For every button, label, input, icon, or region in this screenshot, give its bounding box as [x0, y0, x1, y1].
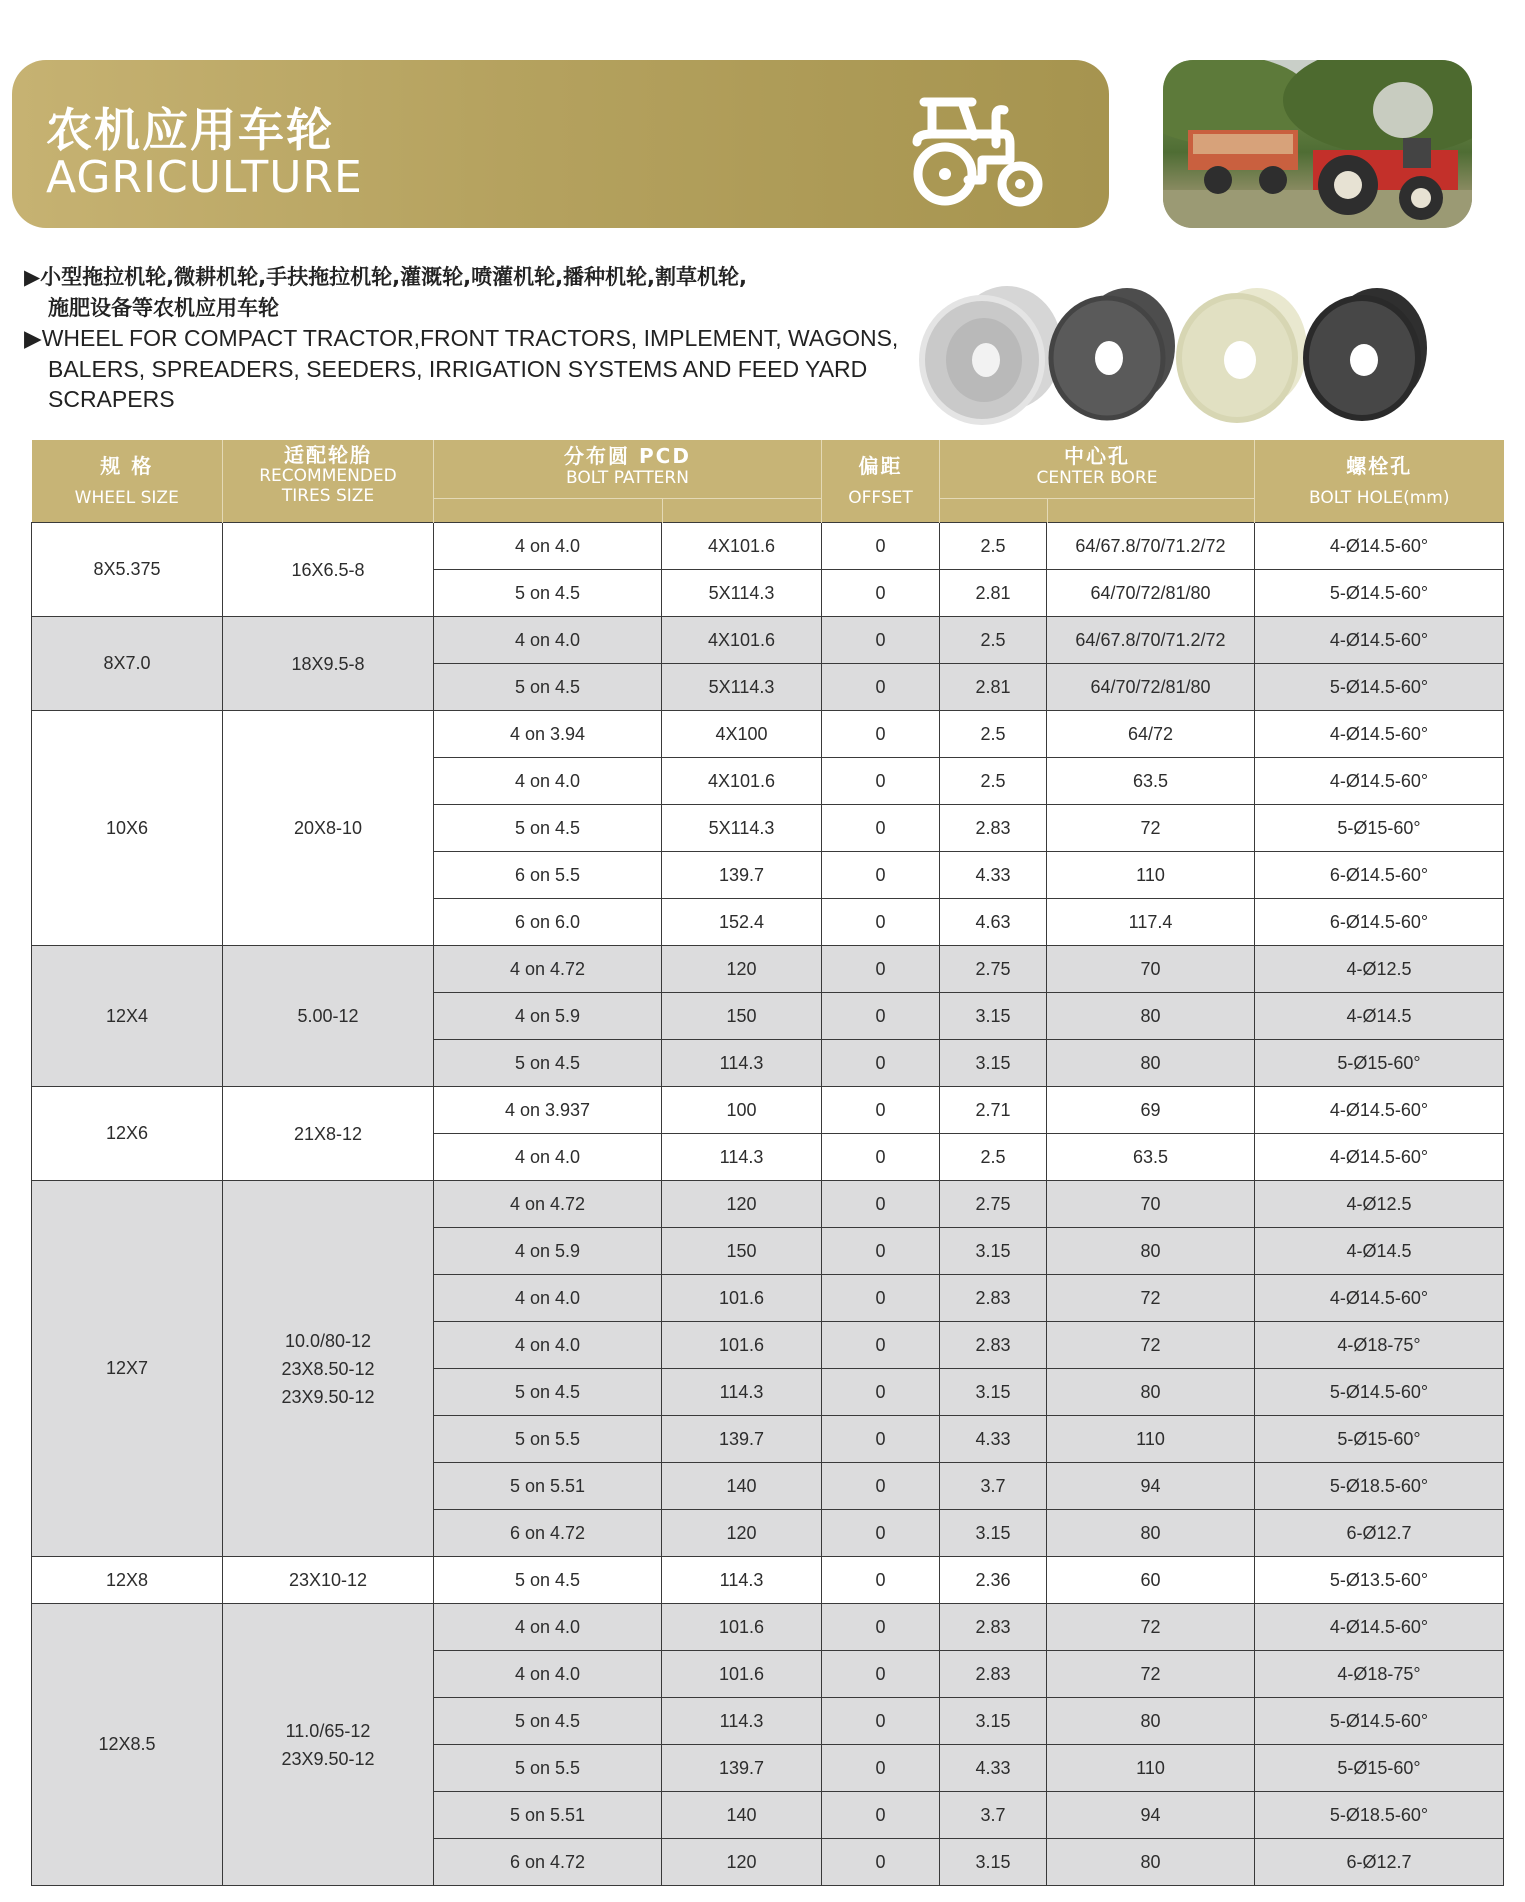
cell-bolt-hole: 4-Ø14.5 [1255, 1228, 1504, 1275]
cell-center-bore: 94 [1047, 1792, 1255, 1839]
cell-tires-size [223, 1181, 434, 1557]
cell-pcd-mm: 101.6 [662, 1651, 822, 1698]
cell-pcd-inch: 5 on 4.5 [434, 1698, 662, 1745]
cell-center-bore: 80 [1047, 1228, 1255, 1275]
cell-wheel-size: 12X8 [32, 1557, 223, 1604]
cell-center-bore: 72 [1047, 1604, 1255, 1651]
cell-bolt-hole: 4-Ø14.5-60° [1255, 1134, 1504, 1181]
cell-pcd-inch: 4 on 4.72 [434, 946, 662, 993]
cell-offset: 0 [822, 1557, 940, 1604]
cell-offset: 0 [822, 617, 940, 664]
tire-size: 5.00-12 [297, 1006, 359, 1026]
cell-offset: 0 [822, 852, 940, 899]
cell-pcd-mm: 152.4 [662, 899, 822, 946]
cell-tires-size [223, 946, 434, 1087]
cell-center-bore: 64/67.8/70/71.2/72 [1047, 523, 1255, 570]
cell-pcd-inch: 5 on 4.5 [434, 1369, 662, 1416]
cell-offset-inch: 2.5 [940, 758, 1047, 805]
cell-bolt-hole: 4-Ø14.5-60° [1255, 1087, 1504, 1134]
cell-center-bore: 64/67.8/70/71.2/72 [1047, 617, 1255, 664]
header-spacer [822, 498, 939, 522]
table-row [32, 711, 1504, 758]
cell-pcd-mm: 120 [662, 1510, 822, 1557]
cell-bolt-hole: 5-Ø15-60° [1255, 1416, 1504, 1463]
cell-offset-inch: 3.15 [940, 1040, 1047, 1087]
cell-bolt-hole: 5-Ø13.5-60° [1255, 1557, 1504, 1604]
cell-pcd-mm: 140 [662, 1463, 822, 1510]
cell-center-bore: 63.5 [1047, 1134, 1255, 1181]
cell-offset-inch: 2.75 [940, 1181, 1047, 1228]
cell-tires-size [223, 1604, 434, 1886]
tire-size: 10.0/80-12 [284, 1330, 372, 1351]
cell-tires-size [223, 1087, 434, 1181]
cell-pcd-mm: 114.3 [662, 1698, 822, 1745]
header-center-bore [940, 440, 1255, 523]
cell-pcd-inch: 4 on 4.0 [434, 1322, 662, 1369]
header-en: BOLT PATTERN [566, 468, 689, 488]
cell-pcd-inch: 4 on 4.0 [434, 523, 662, 570]
cell-center-bore: 117.4 [1047, 899, 1255, 946]
bullet-text: WHEEL FOR COMPACT TRACTOR,FRONT TRACTORS, IMPLEMENT, WAGONS, [41, 325, 899, 351]
cell-offset: 0 [822, 758, 940, 805]
cell-bolt-hole: 4-Ø18-75° [1255, 1651, 1504, 1698]
cell-offset-inch: 3.15 [940, 993, 1047, 1040]
header-en: RECOMMENDED [259, 466, 397, 486]
cell-offset: 0 [822, 523, 940, 570]
table-row [32, 1557, 1504, 1604]
cell-offset: 0 [822, 1792, 940, 1839]
cell-offset-inch: 2.75 [940, 946, 1047, 993]
cell-offset-inch: 2.71 [940, 1087, 1047, 1134]
cell-pcd-inch: 4 on 4.72 [434, 1181, 662, 1228]
cell-center-bore: 80 [1047, 1040, 1255, 1087]
cell-center-bore: 64/70/72/81/80 [1047, 570, 1255, 617]
cell-offset: 0 [822, 1087, 940, 1134]
cell-pcd-inch: 5 on 5.51 [434, 1463, 662, 1510]
cell-wheel-size: 12X8.5 [32, 1604, 223, 1886]
cell-offset-inch: 3.15 [940, 1698, 1047, 1745]
cell-pcd-inch: 4 on 4.0 [434, 1275, 662, 1322]
cell-pcd-mm: 139.7 [662, 1745, 822, 1792]
cell-offset-inch: 3.15 [940, 1510, 1047, 1557]
cell-offset: 0 [822, 1510, 940, 1557]
cell-offset: 0 [822, 1040, 940, 1087]
cell-center-bore: 80 [1047, 1839, 1255, 1886]
cell-offset: 0 [822, 993, 940, 1040]
cell-offset-inch: 3.15 [940, 1839, 1047, 1886]
cell-center-bore: 64/72 [1047, 711, 1255, 758]
bullet-cn-line-1 [24, 262, 924, 293]
bullet-en-line-3: SCRAPERS [48, 386, 175, 412]
cell-pcd-inch: 6 on 6.0 [434, 899, 662, 946]
silver-wheel [922, 286, 1062, 422]
cell-center-bore: 80 [1047, 1510, 1255, 1557]
cell-pcd-mm: 114.3 [662, 1557, 822, 1604]
header-en: TIRES SIZE [281, 486, 375, 506]
cell-wheel-size: 8X7.0 [32, 617, 223, 711]
header-cn: 分布圆 PCD [564, 444, 691, 468]
cell-center-bore: 69 [1047, 1087, 1255, 1134]
cell-offset: 0 [822, 1745, 940, 1792]
cell-bolt-hole: 6-Ø14.5-60° [1255, 899, 1504, 946]
cell-pcd-inch: 5 on 4.5 [434, 570, 662, 617]
banner-title-cn: 农机应用车轮 [46, 103, 334, 157]
cell-pcd-mm: 100 [662, 1087, 822, 1134]
banner-title-en: AGRICULTURE [46, 152, 363, 203]
cell-offset-inch: 2.83 [940, 805, 1047, 852]
cell-offset-inch: 4.63 [940, 899, 1047, 946]
cream-wheel [1179, 288, 1307, 420]
table-row [32, 617, 1504, 664]
cell-bolt-hole: 4-Ø14.5 [1255, 993, 1504, 1040]
cell-offset-inch: 3.7 [940, 1463, 1047, 1510]
cell-bolt-hole: 5-Ø14.5-60° [1255, 1698, 1504, 1745]
cell-center-bore: 60 [1047, 1557, 1255, 1604]
cell-offset-inch: 2.81 [940, 570, 1047, 617]
header-subdivider [434, 498, 821, 523]
header-offset [822, 440, 940, 523]
cell-center-bore: 70 [1047, 1181, 1255, 1228]
cell-tires-size [223, 523, 434, 617]
cell-offset: 0 [822, 711, 940, 758]
cell-pcd-inch: 5 on 5.5 [434, 1745, 662, 1792]
cell-offset-inch: 2.81 [940, 664, 1047, 711]
cell-bolt-hole: 5-Ø15-60° [1255, 805, 1504, 852]
cell-pcd-mm: 120 [662, 1839, 822, 1886]
cell-pcd-mm: 4X101.6 [662, 758, 822, 805]
cell-bolt-hole: 6-Ø12.7 [1255, 1510, 1504, 1557]
header-cn: 螺栓孔 [1346, 454, 1413, 478]
cell-pcd-inch: 4 on 3.937 [434, 1087, 662, 1134]
table-row [32, 523, 1504, 570]
table-row [32, 1181, 1504, 1228]
cell-wheel-size: 10X6 [32, 711, 223, 946]
header-bolt-pattern [434, 440, 822, 523]
black-wheel [1306, 288, 1427, 418]
wheel-spec-table [31, 440, 1504, 1886]
wheel-product-images [912, 278, 1517, 428]
cell-center-bore: 72 [1047, 1275, 1255, 1322]
cell-bolt-hole: 5-Ø15-60° [1255, 1745, 1504, 1792]
photo-illustration [1163, 60, 1472, 228]
bullet-arrow-icon: ▶ [24, 325, 42, 351]
tire-size: 11.0/65-12 [285, 1720, 371, 1741]
cell-offset: 0 [822, 1651, 940, 1698]
cell-pcd-inch: 6 on 5.5 [434, 852, 662, 899]
table-row [32, 1604, 1504, 1651]
cell-tires-size [223, 617, 434, 711]
cell-offset: 0 [822, 946, 940, 993]
cell-pcd-inch: 5 on 5.51 [434, 1792, 662, 1839]
cell-pcd-mm: 5X114.3 [662, 805, 822, 852]
cell-pcd-inch: 4 on 4.0 [434, 617, 662, 664]
cell-bolt-hole: 6-Ø14.5-60° [1255, 852, 1504, 899]
cell-offset: 0 [822, 1463, 940, 1510]
header-en: WHEEL SIZE [74, 488, 179, 508]
cell-pcd-inch: 4 on 4.0 [434, 1134, 662, 1181]
cell-pcd-mm: 120 [662, 946, 822, 993]
cell-offset-inch: 2.5 [940, 523, 1047, 570]
cell-bolt-hole: 5-Ø18.5-60° [1255, 1463, 1504, 1510]
category-banner [12, 60, 1109, 228]
dark-grey-wheel [1051, 288, 1175, 418]
cell-offset: 0 [822, 664, 940, 711]
cell-pcd-inch: 5 on 4.5 [434, 805, 662, 852]
cell-pcd-mm: 5X114.3 [662, 570, 822, 617]
cell-wheel-size: 8X5.375 [32, 523, 223, 617]
header-cn: 规 格 [100, 454, 154, 478]
cell-bolt-hole: 4-Ø12.5 [1255, 946, 1504, 993]
cell-offset-inch: 3.15 [940, 1369, 1047, 1416]
bullet-arrow-icon: ▶ [24, 265, 41, 289]
header-cn: 中心孔 [1064, 444, 1130, 468]
tire-size: 20X8-10 [293, 818, 363, 838]
bullet-en-line-2: BALERS, SPREADERS, SEEDERS, IRRIGATION SYSTEMS AND FEED YARD [48, 355, 868, 382]
cell-bolt-hole: 4-Ø14.5-60° [1255, 617, 1504, 664]
table-row [32, 1087, 1504, 1134]
cell-offset: 0 [822, 805, 940, 852]
cell-offset-inch: 2.36 [940, 1557, 1047, 1604]
tractor-with-trailer-photo [1163, 60, 1472, 228]
cell-pcd-mm: 114.3 [662, 1134, 822, 1181]
bullet-text: 小型拖拉机轮,微耕机轮,手扶拖拉机轮,灌溉轮,喷灌机轮,播种机轮,割草机轮, [40, 265, 747, 289]
cell-pcd-mm: 114.3 [662, 1040, 822, 1087]
header-wheel-size [32, 440, 223, 523]
table-header-row [32, 440, 1504, 523]
cell-bolt-hole: 5-Ø14.5-60° [1255, 664, 1504, 711]
cell-pcd-inch: 4 on 5.9 [434, 993, 662, 1040]
cell-offset: 0 [822, 1416, 940, 1463]
cell-bolt-hole: 4-Ø18-75° [1255, 1322, 1504, 1369]
cell-pcd-inch: 4 on 4.0 [434, 758, 662, 805]
cell-offset-inch: 3.7 [940, 1792, 1047, 1839]
cell-center-bore: 110 [1047, 1745, 1255, 1792]
cell-center-bore: 110 [1047, 852, 1255, 899]
header-en: CENTER BORE [1036, 468, 1158, 488]
cell-pcd-mm: 101.6 [662, 1322, 822, 1369]
header-tires-size [223, 440, 434, 523]
header-en: BOLT HOLE(mm) [1309, 488, 1450, 508]
cell-offset: 0 [822, 570, 940, 617]
cell-pcd-mm: 120 [662, 1181, 822, 1228]
cell-pcd-mm: 140 [662, 1792, 822, 1839]
cell-center-bore: 80 [1047, 993, 1255, 1040]
cell-bolt-hole: 4-Ø12.5 [1255, 1181, 1504, 1228]
cell-offset: 0 [822, 1181, 940, 1228]
cell-bolt-hole: 4-Ø14.5-60° [1255, 758, 1504, 805]
cell-bolt-hole: 5-Ø14.5-60° [1255, 570, 1504, 617]
cell-center-bore: 80 [1047, 1369, 1255, 1416]
cell-pcd-inch: 4 on 5.9 [434, 1228, 662, 1275]
cell-center-bore: 63.5 [1047, 758, 1255, 805]
cell-offset-inch: 2.83 [940, 1651, 1047, 1698]
cell-pcd-inch: 5 on 4.5 [434, 664, 662, 711]
cell-bolt-hole: 4-Ø14.5-60° [1255, 711, 1504, 758]
cell-center-bore: 72 [1047, 805, 1255, 852]
cell-bolt-hole: 4-Ø14.5-60° [1255, 1604, 1504, 1651]
cell-pcd-inch: 6 on 4.72 [434, 1839, 662, 1886]
cell-pcd-mm: 5X114.3 [662, 664, 822, 711]
tire-size: 23X10-12 [288, 1570, 368, 1590]
cell-offset: 0 [822, 1228, 940, 1275]
header-subdivider [940, 498, 1254, 523]
cell-pcd-mm: 101.6 [662, 1604, 822, 1651]
cell-pcd-mm: 114.3 [662, 1369, 822, 1416]
cell-wheel-size: 12X6 [32, 1087, 223, 1181]
cell-offset-inch: 4.33 [940, 1745, 1047, 1792]
cell-center-bore: 80 [1047, 1698, 1255, 1745]
cell-center-bore: 72 [1047, 1322, 1255, 1369]
cell-pcd-mm: 101.6 [662, 1275, 822, 1322]
cell-offset-inch: 4.33 [940, 852, 1047, 899]
cell-center-bore: 72 [1047, 1651, 1255, 1698]
cell-offset-inch: 2.83 [940, 1275, 1047, 1322]
cell-offset-inch: 4.33 [940, 1416, 1047, 1463]
cell-center-bore: 64/70/72/81/80 [1047, 664, 1255, 711]
cell-offset-inch: 2.83 [940, 1322, 1047, 1369]
bullet-cn-line-2: 施肥设备等农机应用车轮 [48, 295, 279, 320]
cell-bolt-hole: 6-Ø12.7 [1255, 1839, 1504, 1886]
cell-offset: 0 [822, 1839, 940, 1886]
cell-bolt-hole: 5-Ø14.5-60° [1255, 1369, 1504, 1416]
cell-offset: 0 [822, 1134, 940, 1181]
cell-offset-inch: 3.15 [940, 1228, 1047, 1275]
cell-pcd-mm: 4X101.6 [662, 617, 822, 664]
cell-center-bore: 70 [1047, 946, 1255, 993]
cell-tires-size [223, 1557, 434, 1604]
cell-pcd-mm: 150 [662, 993, 822, 1040]
cell-pcd-inch: 5 on 4.5 [434, 1040, 662, 1087]
tire-size: 23X9.50-12 [281, 1748, 375, 1769]
cell-pcd-mm: 150 [662, 1228, 822, 1275]
tire-size: 23X8.50-12 [281, 1358, 375, 1379]
cell-pcd-inch: 4 on 3.94 [434, 711, 662, 758]
cell-tires-size [223, 711, 434, 946]
cell-pcd-mm: 139.7 [662, 852, 822, 899]
cell-offset: 0 [822, 1275, 940, 1322]
cell-bolt-hole: 4-Ø14.5-60° [1255, 523, 1504, 570]
tire-size: 16X6.5-8 [291, 559, 365, 580]
cell-bolt-hole: 5-Ø18.5-60° [1255, 1792, 1504, 1839]
application-description [24, 262, 924, 415]
header-bolt-hole [1255, 440, 1504, 523]
cell-offset: 0 [822, 1604, 940, 1651]
cell-pcd-mm: 4X100 [662, 711, 822, 758]
tire-size: 18X9.5-8 [291, 653, 365, 674]
cell-bolt-hole: 5-Ø15-60° [1255, 1040, 1504, 1087]
cell-offset-inch: 2.5 [940, 617, 1047, 664]
tractor-icon [912, 94, 1062, 214]
cell-center-bore: 110 [1047, 1416, 1255, 1463]
cell-pcd-inch: 4 on 4.0 [434, 1604, 662, 1651]
cell-offset-inch: 2.5 [940, 1134, 1047, 1181]
cell-offset: 0 [822, 1322, 940, 1369]
tire-size: 21X8-12 [293, 1123, 363, 1144]
header-en: OFFSET [848, 488, 913, 508]
cell-bolt-hole: 4-Ø14.5-60° [1255, 1275, 1504, 1322]
cell-pcd-inch: 5 on 5.5 [434, 1416, 662, 1463]
table-body [32, 523, 1504, 1886]
cell-pcd-inch: 5 on 4.5 [434, 1557, 662, 1604]
tire-size: 23X9.50-12 [281, 1386, 375, 1407]
cell-pcd-inch: 4 on 4.0 [434, 1651, 662, 1698]
bullet-en-line-1 [24, 323, 924, 354]
cell-center-bore: 94 [1047, 1463, 1255, 1510]
cell-wheel-size: 12X4 [32, 946, 223, 1087]
header-cn: 适配轮胎 [284, 443, 372, 467]
cell-pcd-mm: 4X101.6 [662, 523, 822, 570]
cell-offset-inch: 2.83 [940, 1604, 1047, 1651]
table-row [32, 946, 1504, 993]
cell-pcd-mm: 139.7 [662, 1416, 822, 1463]
cell-pcd-inch: 6 on 4.72 [434, 1510, 662, 1557]
cell-offset-inch: 2.5 [940, 711, 1047, 758]
cell-offset: 0 [822, 899, 940, 946]
cell-offset: 0 [822, 1698, 940, 1745]
header-cn: 偏距 [858, 454, 903, 478]
cell-wheel-size: 12X7 [32, 1181, 223, 1557]
cell-offset: 0 [822, 1369, 940, 1416]
